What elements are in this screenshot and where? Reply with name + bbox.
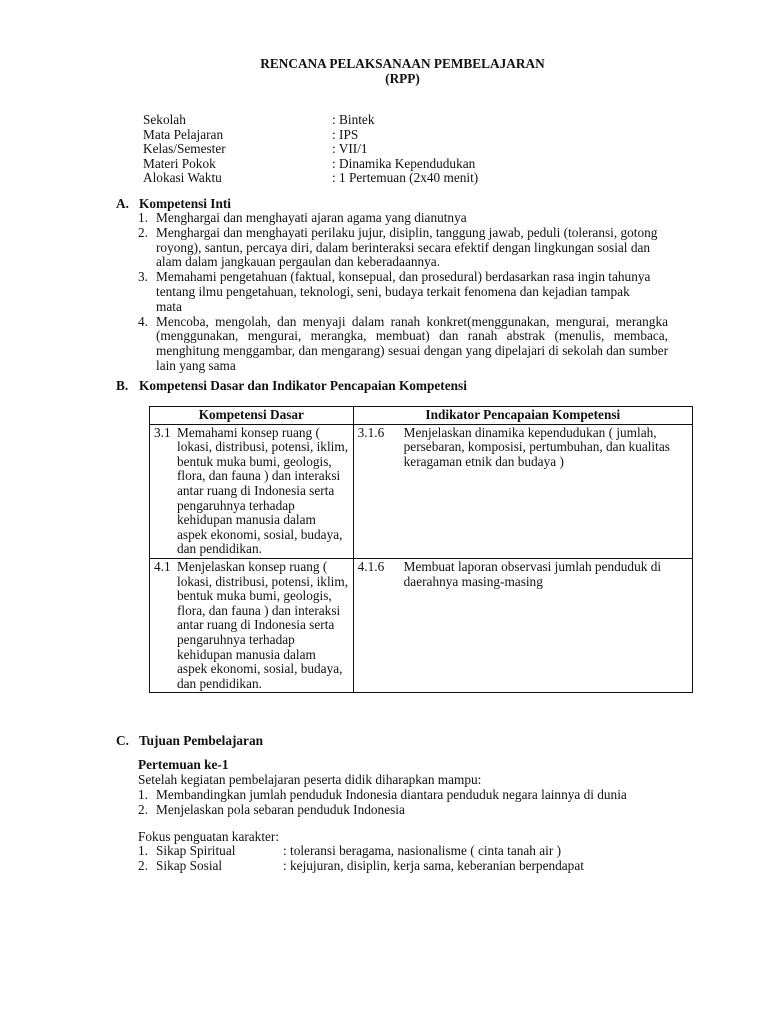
document-title: RENCANA PELAKSANAAN PEMBELAJARAN: [260, 56, 545, 71]
list-item: 4. Mencoba, mengolah, dan menyaji dalam ranah konkret(menggunakan, mengurai, merangka (menggunakan, mengurai, merangka, membuat) dan ranah abstrak (menulis, membaca, menghitung menggambar, dan mengarang) sesuai dengan yang dipelajari di sekolah dan sumber lain yang sama: [138, 313, 668, 373]
goals-list: [138, 788, 708, 818]
character-focus-list: [138, 844, 584, 874]
table-cell: 3.1.6 Menjelaskan dinamika kependudukan ( jumlah, persebaran, komposisi, pertumbuhan, dan kualitas keragaman etnik dan budaya ): [353, 424, 692, 558]
column-header: Kompetensi Dasar: [150, 407, 354, 425]
identity-row: Kelas/Semester : VII/1: [143, 141, 368, 157]
section-c-heading: C. Tujuan Pembelajaran: [116, 733, 263, 748]
column-header: Indikator Pencapaian Kompetensi: [353, 407, 692, 425]
goals-intro: Setelah kegiatan pembelajaran peserta didik diharapkan mampu:: [138, 772, 482, 787]
section-b-heading: B. Kompetensi Dasar dan Indikator Pencapaian Kompetensi: [116, 378, 467, 393]
focus-title: Fokus penguatan karakter:: [138, 829, 280, 844]
competency-table: [149, 406, 693, 693]
list-item: 2. Sikap Sosial : kejujuran, disiplin, kerja sama, keberanian berpendapat: [138, 857, 584, 873]
identity-row: Sekolah : Bintek: [143, 112, 375, 127]
identity-row: Mata Pelajaran : IPS: [143, 126, 359, 142]
table-cell: 4.1 Menjelaskan konsep ruang ( lokasi, distribusi, potensi, iklim, bentuk muka bumi, geologis, flora, dan fauna ) dan interaksi antar ruang di Indonesia serta pengaruhnya terhadap kehidupan manusia dalam aspek ekonomi, sosial, budaya, dan pendidikan.: [150, 558, 354, 692]
table-cell: 4.1.6 Membuat laporan observasi jumlah penduduk di daerahnya masing-masing: [353, 558, 692, 692]
identity-row: Materi Pokok : Dinamika Kependudukan: [143, 155, 476, 171]
table-header-row: [150, 407, 693, 425]
list-item: 2. Menjelaskan pola sebaran penduduk Indonesia: [138, 801, 405, 817]
kompetensi-inti-list: [138, 211, 668, 374]
list-item: 1. Menghargai dan menghayati ajaran agama yang dianutnya: [138, 210, 467, 225]
meeting-title: Pertemuan ke-1: [138, 757, 229, 772]
table-row: [150, 424, 693, 558]
table-cell: 3.1 Memahami konsep ruang ( lokasi, distribusi, potensi, iklim, bentuk muka bumi, geologis, flora, dan fauna ) dan interaksi antar ruang di Indonesia serta pengaruhnya terhadap kehidupan manusia dalam aspek ekonomi, sosial, budaya, dan pendidikan.: [150, 424, 354, 558]
identity-row: Alokasi Waktu : 1 Pertemuan (2x40 menit): [143, 170, 479, 186]
document-subtitle: (RPP): [385, 71, 420, 86]
section-a-heading: A. Kompetensi Inti: [116, 196, 231, 211]
identity-block: [143, 113, 478, 186]
list-item: 3. Memahami pengetahuan (faktual, konsepual, dan prosedural) berdasarkan rasa ingin tahunya tentang ilmu pengetahuan, teknologi, seni, budaya terkait fenomena dan kejadian tampak mata: [138, 269, 651, 314]
table-row: [150, 558, 693, 692]
list-item: 1. Sikap Spiritual : toleransi beragama, nasionalisme ( cinta tanah air ): [138, 843, 562, 858]
list-item: 2. Menghargai dan menghayati perilaku jujur, disiplin, tanggung jawab, peduli (toleransi, gotong royong), santun, percaya diri, dalam berinteraksi secara efektif dengan lingkungan sosial dan alam dalam jangkauan pergaulan dan keberadaannya.: [138, 224, 658, 270]
list-item: 1. Membandingkan jumlah penduduk Indonesia diantara penduduk negara lainnya di dunia: [138, 787, 627, 802]
